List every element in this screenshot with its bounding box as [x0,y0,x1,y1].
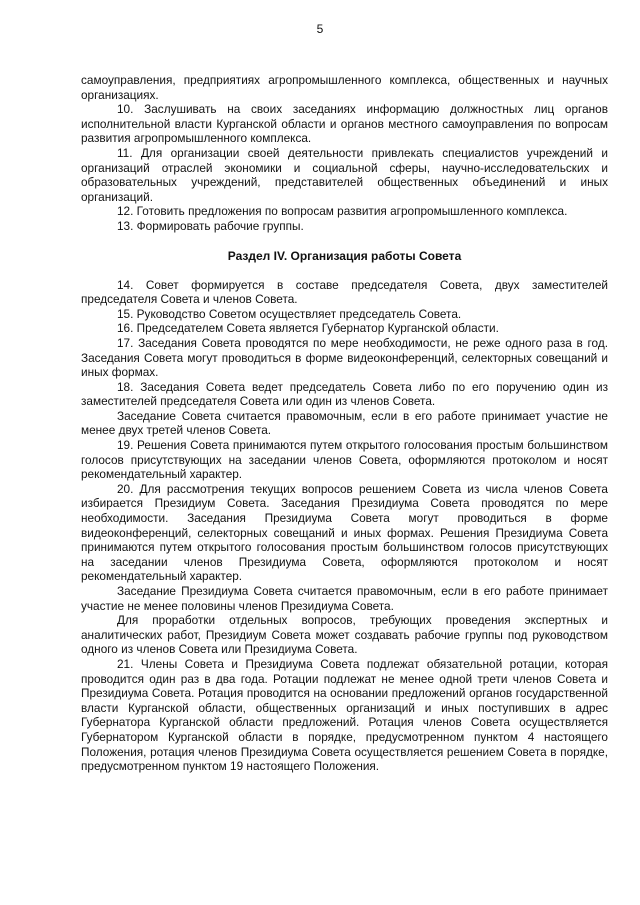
paragraph-item-11: 11. Для организации своей деятельности привлекать специалистов учреждений и организаций отраслей экономики и социальной сферы, научно-исследовательских и образовательных учреждений, представителей общественных объединений и иных организаций. [81,145,608,204]
section-heading: Раздел IV. Организация работы Совета [227,248,462,263]
paragraph-item-16: 16. Председателем Совета является Губернатор Курганской области. [117,321,499,336]
paragraph: самоуправления, предприятиях агропромышленного комплекса, общественных и научных организациях. [81,73,608,102]
paragraph-item-14: 14. Совет формируется в составе председателя Совета, двух заместителей председателя Совета и членов Совета. [81,277,608,307]
paragraph-quorum-presidium: Заседание Президиума Совета считается правомочным, если в его работе принимает участие не менее половины членов Президиума Совета. [81,584,608,613]
paragraph-item-12: 12. Готовить предложения по вопросам развития агропромышленного комплекса. [117,204,568,219]
paragraph-working-groups: Для проработки отдельных вопросов, требующих проведения экспертных и аналитических работ, Президиум Совета может создавать рабочие группы под руководством одного из членов Совета или Президиума Совета. [81,613,608,657]
page-number: 5 [316,22,324,36]
paragraph-item-17: 17. Заседания Совета проводятся по мере необходимости, не реже одного раза в год. Заседания Совета могут проводиться в форме видеоконференций, селекторных совещаний и иных формах. [81,335,608,380]
paragraph-item-10: 10. Заслушивать на своих заседаниях информацию должностных лиц органов исполнительной власти Курганской области и органов местного самоуправления по вопросам развития агропромышленного комплекса. [81,102,608,146]
paragraph-item-13: 13. Формировать рабочие группы. [117,218,304,233]
paragraph-item-21: 21. Члены Совета и Президиума Совета подлежат обязательной ротации, которая проводится один раз в два года. Ротации подлежат не менее одной трети членов Совета и Президиума Совета. Ротация проводится на основании предложений органов государственной власти Курганской области, общественных организаций и иных поступивших в адрес Губернатора Курганской области предложений. Ротация членов Совета осуществляется Губернатором Курганской области в порядке, предусмотренном пунктом 4 настоящего Положения, ротация членов Президиума Совета осуществляется решением Совета в порядке, предусмотренном пунктом 19 настоящего Положения. [81,656,608,774]
paragraph-item-20: 20. Для рассмотрения текущих вопросов решением Совета из числа членов Совета избирается Президиум Совета. Заседания Президиума Совета проводятся по мере необходимости. Заседания Президиума Совета могут проводиться в форме видеоконференций, селекторных совещаний и иных формах. Решения Президиума Совета принимаются путем открытого голосования простым большинством голосов присутствующих на заседании членов Президиума Совета, оформляются протоколом и носят рекомендательный характер. [81,481,608,584]
paragraph-quorum-council: Заседание Совета считается правомочным, если в его работе принимает участие не менее двух третей членов Совета. [81,408,608,438]
document-body [81,73,608,774]
paragraph-item-19: 19. Решения Совета принимаются путем открытого голосования простым большинством голосов присутствующих на заседании членов Совета, оформляются протоколом и носят рекомендательный характер. [81,438,608,482]
paragraph-item-18: 18. Заседания Совета ведет председатель Совета либо по его поручению один из заместителей председателя Совета или один из членов Совета. [81,379,608,409]
paragraph-item-15: 15. Руководство Советом осуществляет председатель Совета. [117,306,462,321]
